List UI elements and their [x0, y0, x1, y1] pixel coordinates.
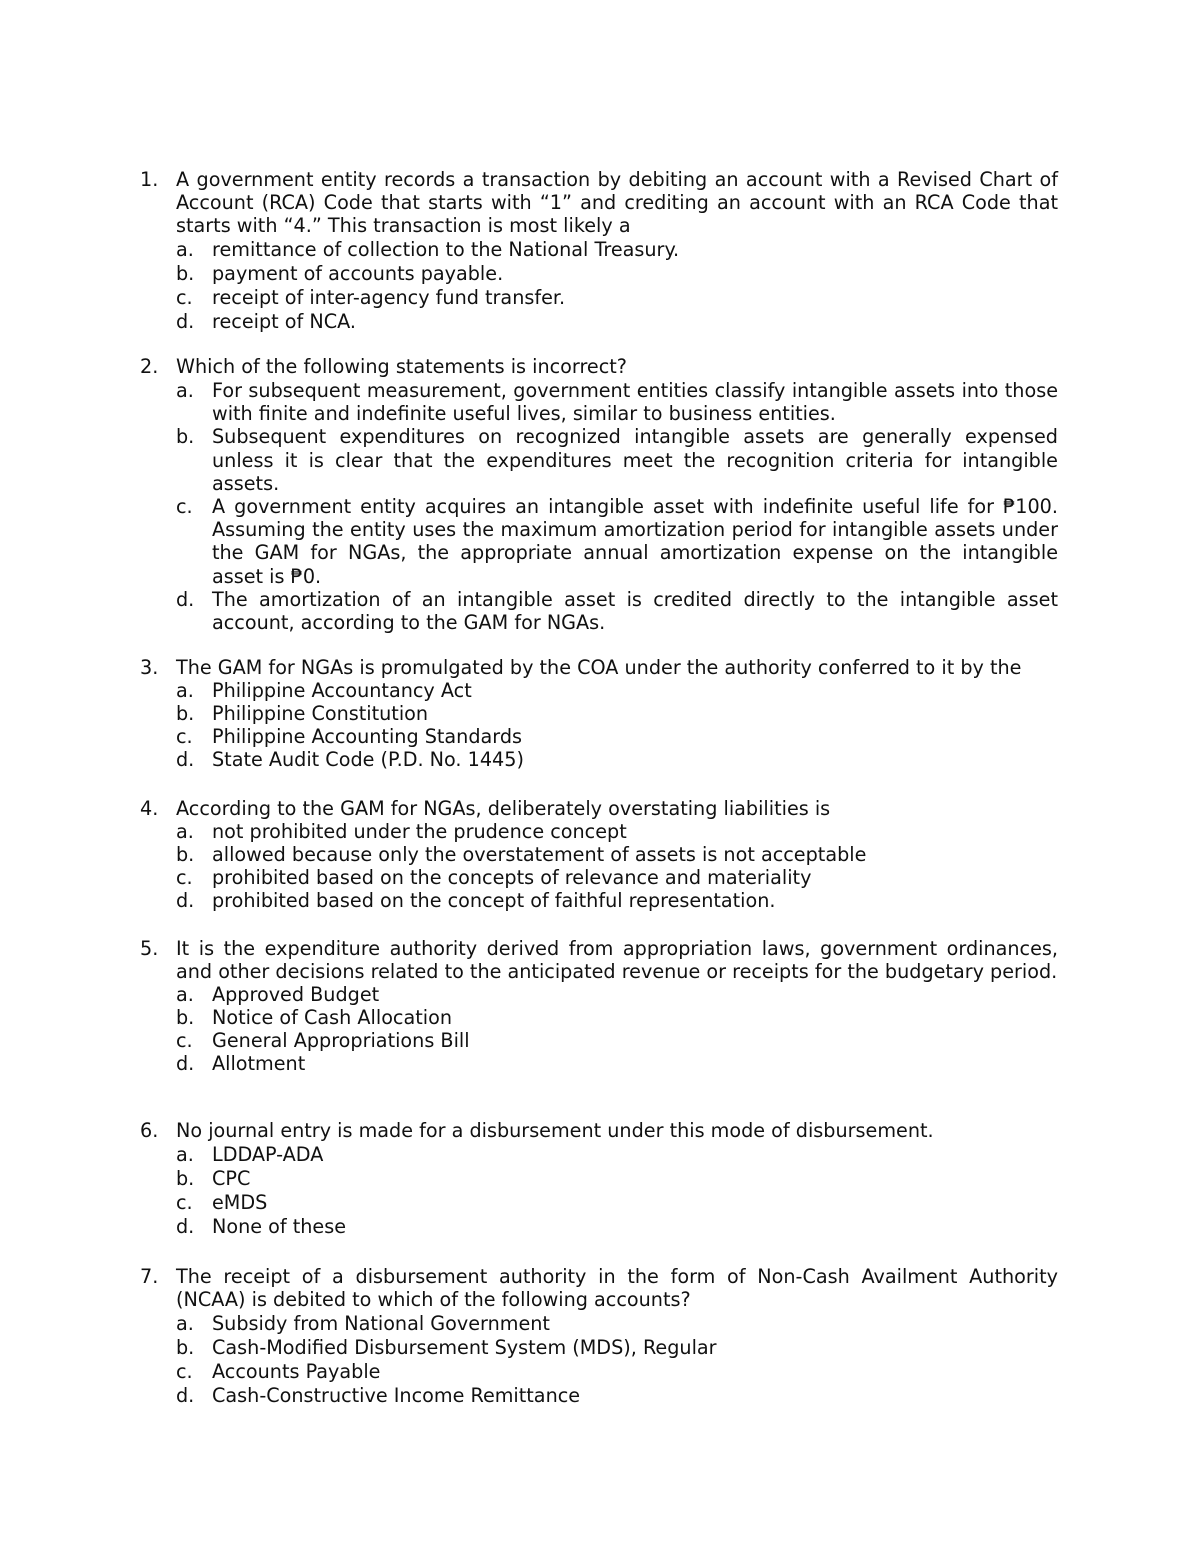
option-c	[176, 1191, 1058, 1215]
question-text: According to the GAM for NGAs, deliberately overstating liabilities is	[176, 797, 831, 820]
option-text: CPC	[212, 1167, 251, 1190]
option-letter: c.	[176, 495, 193, 519]
option-d	[176, 1052, 1058, 1075]
option-text: Cash-Modified Disbursement System (MDS), Regular	[212, 1336, 717, 1359]
question-text: The receipt of a disbursement authority in the form of Non-Cash Availment Authority (NCAA) is debited to which of the following accounts?	[176, 1265, 1058, 1311]
option-letter: a.	[176, 1312, 194, 1335]
option-letter: b.	[176, 1167, 195, 1190]
option-letter: c.	[176, 1029, 193, 1052]
option-b	[176, 702, 1058, 725]
option-text: The amortization of an intangible asset is credited directly to the intangible asset account, according to the GAM for NGAs.	[212, 587, 1058, 635]
question-text: The GAM for NGAs is promulgated by the COA under the authority conferred to it by the	[176, 656, 1022, 679]
question-text: A government entity records a transaction by debiting an account with a Revised Chart of Account (RCA) Code that starts with “1” and crediting an account with an RCA Code that starts with “4.” This transaction is most likely a	[176, 168, 1058, 237]
option-c	[176, 1360, 1058, 1384]
option-text: General Appropriations Bill	[212, 1029, 470, 1052]
option-text: prohibited based on the concept of faithful representation.	[212, 889, 776, 912]
option-b	[176, 843, 1058, 866]
option-letter: d.	[176, 587, 195, 611]
option-text: Approved Budget	[212, 983, 380, 1006]
question-5	[140, 937, 1058, 1075]
option-text: payment of accounts payable.	[212, 262, 504, 285]
option-c	[176, 286, 1058, 310]
option-letter: a.	[176, 820, 194, 843]
option-letter: c.	[176, 286, 193, 309]
option-text: Subsequent expenditures on recognized intangible assets are generally expensed unless it is clear that the expenditures meet the recognition criteria for intangible assets.	[212, 425, 1058, 495]
option-letter: c.	[176, 1360, 193, 1383]
option-letter: a.	[176, 379, 194, 402]
option-text: receipt of NCA.	[212, 310, 356, 333]
option-letter: a.	[176, 983, 194, 1006]
question-4	[140, 797, 1058, 912]
option-c	[176, 495, 1058, 588]
question-text: Which of the following statements is incorrect?	[176, 355, 627, 378]
question-7	[140, 1265, 1058, 1408]
option-a	[176, 679, 1058, 702]
question-number: 3.	[140, 656, 159, 679]
option-letter: c.	[176, 725, 193, 748]
question-text: It is the expenditure authority derived from appropriation laws, government ordinances, and other decisions related to the anticipated revenue or receipts for the budgetary period.	[176, 937, 1058, 983]
option-text: receipt of inter-agency fund transfer.	[212, 286, 566, 309]
question-6	[140, 1119, 1058, 1239]
option-text: A government entity acquires an intangible asset with indefinite useful life for ₱100. Assuming the entity uses the maximum amortization period for intangible assets under the GAM for NGAs, the appropriate annual amortization expense on the intangible asset is ₱0.	[212, 495, 1058, 588]
option-letter: d.	[176, 1384, 195, 1407]
option-c	[176, 866, 1058, 889]
option-letter: b.	[176, 843, 195, 866]
question-2	[140, 355, 1058, 634]
option-text: Notice of Cash Allocation	[212, 1006, 452, 1029]
option-letter: d.	[176, 310, 195, 333]
option-a	[176, 1143, 1058, 1167]
option-text: remittance of collection to the National Treasury.	[212, 238, 680, 261]
option-text: eMDS	[212, 1191, 268, 1214]
option-letter: a.	[176, 238, 194, 261]
option-letter: a.	[176, 679, 194, 702]
option-text: Allotment	[212, 1052, 306, 1075]
option-letter: d.	[176, 1215, 195, 1238]
option-letter: b.	[176, 262, 195, 285]
option-a	[176, 820, 1058, 843]
option-letter: a.	[176, 1143, 194, 1166]
option-b	[176, 425, 1058, 495]
option-letter: b.	[176, 1006, 195, 1029]
option-c	[176, 725, 1058, 748]
question-number: 7.	[140, 1265, 159, 1288]
option-text: None of these	[212, 1215, 347, 1238]
option-letter: b.	[176, 1336, 195, 1359]
question-number: 1.	[140, 168, 159, 191]
question-number: 4.	[140, 797, 159, 820]
option-d	[176, 588, 1058, 634]
option-b	[176, 262, 1058, 286]
option-text: LDDAP-ADA	[212, 1143, 324, 1166]
option-text: allowed because only the overstatement of assets is not acceptable	[212, 843, 867, 866]
question-number: 5.	[140, 937, 159, 960]
option-a	[176, 238, 1058, 262]
option-text: Cash-Constructive Income Remittance	[212, 1384, 581, 1407]
option-letter: c.	[176, 866, 193, 889]
option-d	[176, 1384, 1058, 1408]
option-a	[176, 379, 1058, 425]
option-text: Philippine Accounting Standards	[212, 725, 523, 748]
option-letter: c.	[176, 1191, 193, 1214]
option-text: not prohibited under the prudence concept	[212, 820, 627, 843]
question-number: 2.	[140, 355, 159, 378]
option-text: For subsequent measurement, government entities classify intangible assets into those with finite and indefinite useful lives, similar to business entities.	[212, 379, 1058, 426]
option-text: Subsidy from National Government	[212, 1312, 550, 1335]
option-d	[176, 748, 1058, 771]
question-3	[140, 656, 1058, 771]
option-b	[176, 1167, 1058, 1191]
option-text: Philippine Constitution	[212, 702, 429, 725]
option-d	[176, 310, 1058, 334]
option-letter: b.	[176, 425, 195, 449]
question-text: No journal entry is made for a disbursement under this mode of disbursement.	[176, 1119, 934, 1142]
question-1	[140, 168, 1058, 334]
option-letter: d.	[176, 1052, 195, 1075]
option-b	[176, 1006, 1058, 1029]
option-b	[176, 1336, 1058, 1360]
option-d	[176, 889, 1058, 912]
option-c	[176, 1029, 1058, 1052]
option-letter: d.	[176, 889, 195, 912]
option-a	[176, 983, 1058, 1006]
option-text: Philippine Accountancy Act	[212, 679, 472, 702]
option-a	[176, 1312, 1058, 1336]
option-letter: b.	[176, 702, 195, 725]
option-text: Accounts Payable	[212, 1360, 381, 1383]
question-number: 6.	[140, 1119, 159, 1142]
option-d	[176, 1215, 1058, 1239]
option-letter: d.	[176, 748, 195, 771]
option-text: prohibited based on the concepts of relevance and materiality	[212, 866, 812, 889]
option-text: State Audit Code (P.D. No. 1445)	[212, 748, 524, 771]
